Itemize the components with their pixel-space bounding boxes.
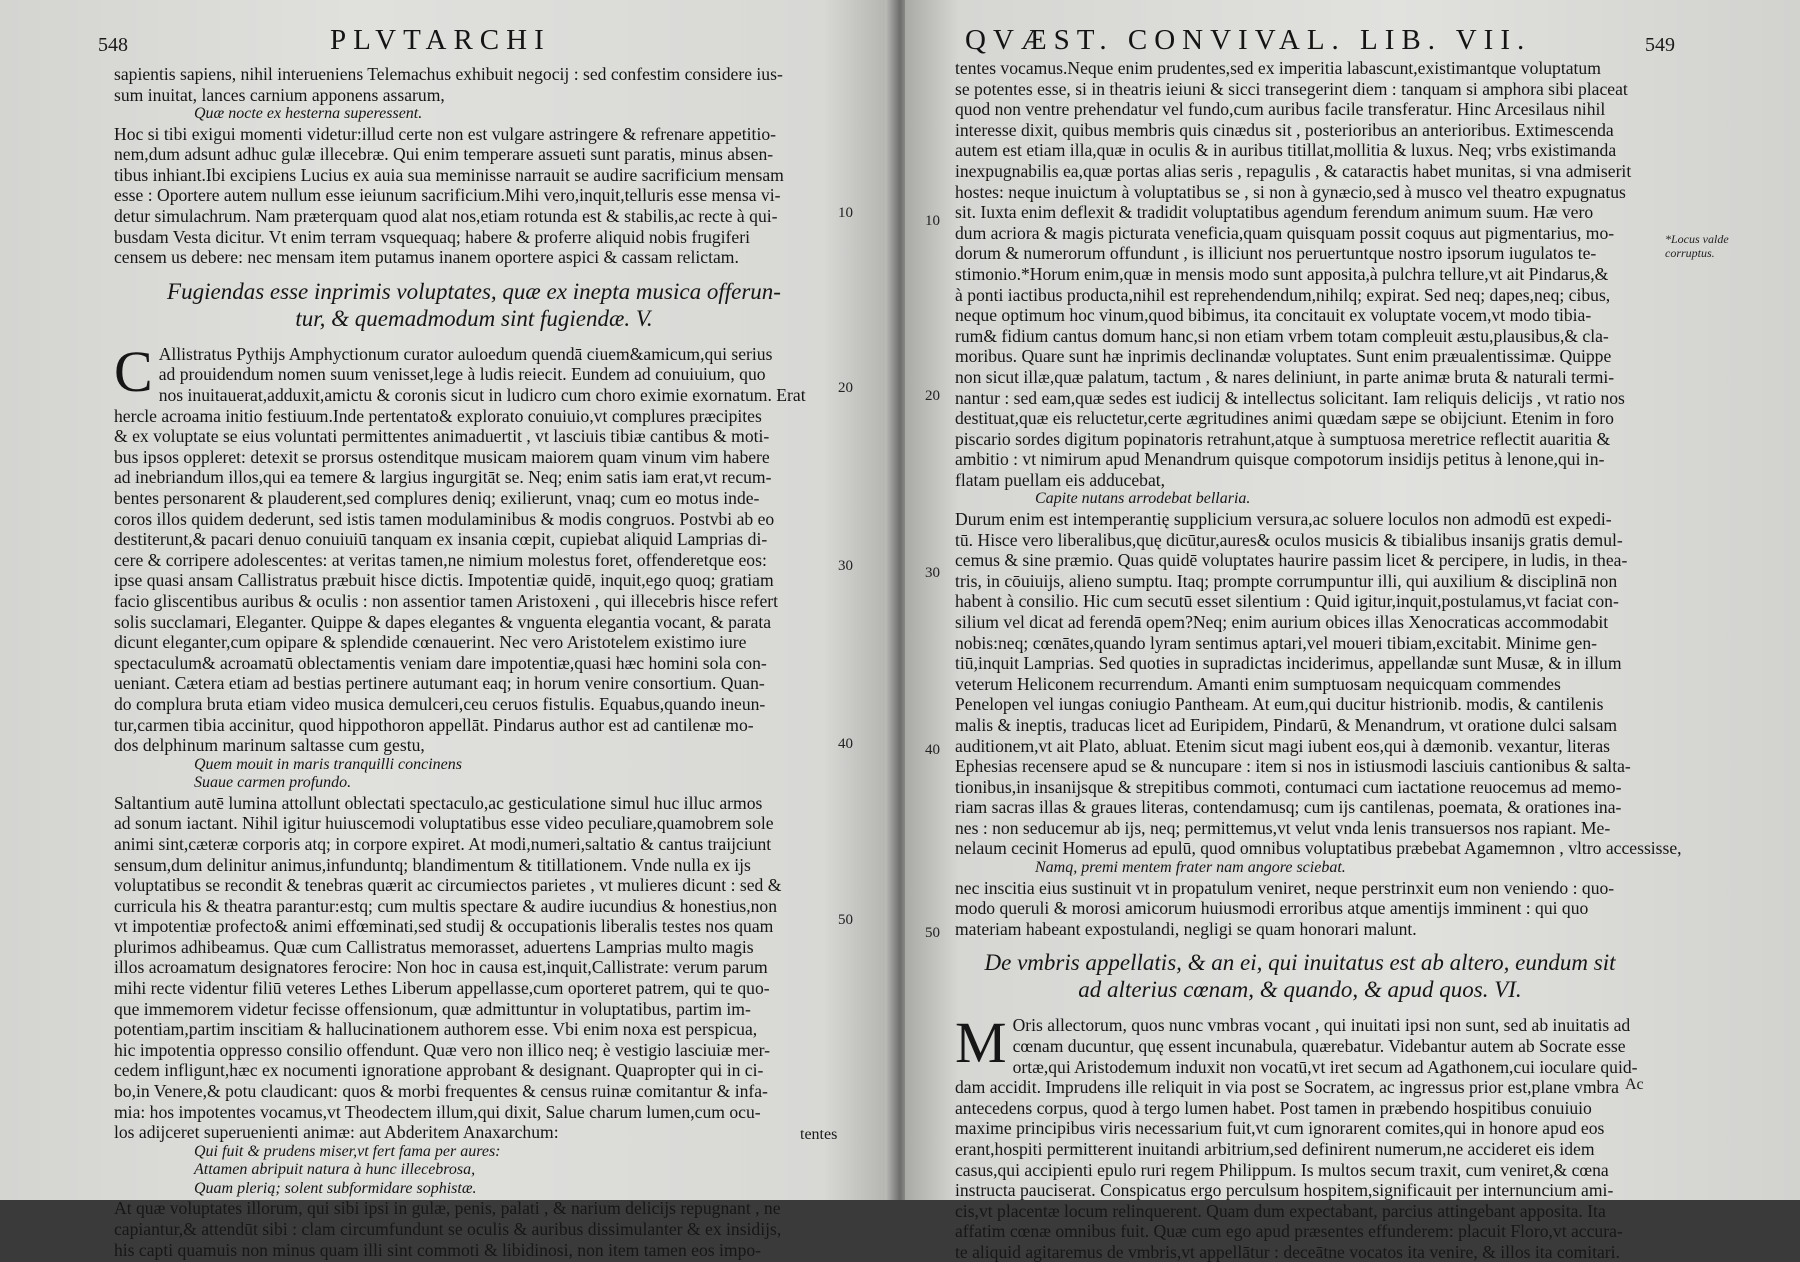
text-line: autem est etiam illa,quæ in oculis & in auribus titillat,mollitia & luxus. Neq; vrbs existimanda xyxy=(955,140,1617,161)
text-line: maxime principibus viris necessarium fuit,vt cum ignorarent comites,qui in honore apud eos xyxy=(955,1118,1605,1139)
text-line: rum& fidium cantus domum hanc,si non etiam vrbem totam compleuit æstu,plausibus,& cla- xyxy=(955,325,1609,346)
margin-line-number: 50 xyxy=(838,912,853,928)
paragraph xyxy=(114,124,834,268)
text-line: Quam plerią; solent subformidare sophistæ. xyxy=(194,1179,477,1197)
paragraph xyxy=(955,508,1682,859)
text-line: tur, & quemadmodum sint fugiendæ. V. xyxy=(295,305,653,331)
text-line: mihi recte videntur filiū veteres Lethes Liberum appellasse,cum oporteret patrem, qui te quo- xyxy=(114,978,770,999)
text-column xyxy=(955,58,1682,1262)
text-line: nelaum cecinit Homerus ad epulū, quod omnibus voluptatibus præbebat Agamemnon , vltro accessisse, xyxy=(955,838,1682,859)
text-line: tris, in cōuiuijs, alieno sumptu. Itaq; prompte corrumpuntur illi, qui auxilium & disciplinā non xyxy=(955,570,1618,591)
text-line: auditionem,vt ait Plato, abluat. Etenim sicut magi iubent eos,qui à dæmonib. vexantur, literas xyxy=(955,735,1611,756)
section-title xyxy=(955,949,1645,1003)
text-line: ortæ,qui Aristodemum induxit non vocatū,vt iret secum ad Agathonem,cui ioculare quid- xyxy=(1012,1056,1638,1077)
text-line: Fugiendas esse inprimis voluptates, quæ ex inepta musica offerun- xyxy=(167,278,781,304)
text-line: cedem infligunt,hæc ex nocumenti ignoratione approbant & designant. Quapropter qui in ci- xyxy=(114,1060,764,1081)
text-line: sapientis sapiens, nihil interueniens Telemachus exhibuit negocij : sed confestim considere ius- xyxy=(114,64,783,84)
text-line: Oris allectorum, quos nunc vmbras vocant , qui inuitati ipsi non sunt, sed ab inuitatis ad xyxy=(1012,1015,1631,1036)
text-line: tū. Hisce vero liberalibus,quę dicūtur,aures& oculos musicis & tibialibus insanijs gratis demul- xyxy=(955,529,1623,550)
text-line: sit. Iuxta enim deflexit & tradidit voluptatibus agendum ferendum animum suum. Hæ vero xyxy=(955,202,1594,223)
text-line: inexpugnabilis ea,quæ portas alias seris , repagulis , & cataractis habet munitas, si vna admiserit xyxy=(955,160,1632,181)
text-line: plurimos adhibeamus. Quæ cum Callistratus memorasset, aduertens Lamprias multo magis xyxy=(114,936,754,957)
text-line: neque optimum hoc vinum,quod bibimus, ita concitauit ex voluptate vocem,vt modo tibia- xyxy=(955,305,1592,326)
text-line: te aliquid agitaremus de vmbris,vt appellātur : deceātne vocatos ita venire, & illos ita comitari. xyxy=(955,1241,1620,1262)
text-line: coros illos quidem dederunt, sed istis tamen modulaminibus & modis congruos. Postvbi ab eo xyxy=(114,508,775,529)
text-line: casus,qui accipienti epulo ruri regem Philippum. Is multos secum traxit, cum veniret,& cœna xyxy=(955,1159,1609,1180)
text-line: malis & ineptis, traducas licet ad Euripidem, Pindarū, & Menandrum, vt oratione dulci salsam xyxy=(955,714,1618,735)
right-page xyxy=(905,0,1800,1262)
text-line: à ponti iactibus producta,nihil est reprehendendum,nihilq; expirat. Sed neq; dapes,neq; cibus, xyxy=(955,284,1611,305)
margin-line-number: 40 xyxy=(838,736,853,752)
text-line: interesse dixit, quibus membris quis cinædus sit , posterioribus an anterioribus. Extimescenda xyxy=(955,119,1614,140)
text-line: antecedens corpus, quod à tergo lumen habet. Post tamen in præbendo hospitibus conuiuio xyxy=(955,1097,1592,1118)
text-line: hic impotentia oppresso consilio offendunt. Quæ vero non illico neq; è vestigio lasciuiæ mer- xyxy=(114,1039,771,1060)
text-line: instructa pauciserat. Conspicatus ergo perculsum hospitem,significauit per internuncium ami- xyxy=(955,1180,1614,1201)
text-line: tiū,inquit Lamprias. Sed quoties in supradictas inciderimus, appellandæ sunt Musæ, & in illum xyxy=(955,653,1622,674)
text-line: quod non ventre prehendatur vel fundo,cum auribus facile transferatur. Hinc Arcesilaus nihil xyxy=(955,99,1606,120)
text-line: his capti quamuis non minus quam illi sint commoti & libidinosi, non item tamen eos impo- xyxy=(114,1239,762,1260)
marginal-note xyxy=(1665,232,1729,260)
drop-initial: M xyxy=(955,1010,1007,1076)
text-line: vt impotentiæ profecto& animi effœminati,sed studij & occupationis liberalis testes nos quam xyxy=(114,916,774,937)
text-line: que immemorem videtur fecisse offensionum, quæ admittuntur in voluptatibus, partim im- xyxy=(114,998,751,1019)
text-line: De vmbris appellatis, & an ei, qui inuitatus est ab altero, eundum sit xyxy=(984,950,1616,976)
text-line: ad alterius cœnam, & quando, & apud quos. VI. xyxy=(1078,977,1522,1003)
page-number: 548 xyxy=(98,34,128,56)
text-line: veterum Heliconem recurrendum. Amanti enim sumptuosam nequicquam commendes xyxy=(955,673,1561,694)
text-line: Namq, premi mentem frater nam angore sciebat. xyxy=(1035,859,1346,877)
paragraph xyxy=(114,338,834,756)
text-line: affatim cœnæ omnibus fuit. Quæ cum ego apud præsentes effunderem: placuit Floro,vt accura- xyxy=(955,1221,1623,1242)
text-line: nec inscitia eius sustinuit vt in propatulum veniret, neque perstrinxit eum non veniendo : quo- xyxy=(955,877,1615,898)
text-line: Allistratus Pythijs Amphyctionum curator auloedum quendā ciuem&amicum,qui serius xyxy=(158,343,773,364)
text-line: ad inebriandum illos,qui ea temere & largius ingurgitāt se. Neq; enim satis iam erat,vt recum- xyxy=(114,467,772,488)
text-line: Capite nutans arrodebat bellaria. xyxy=(1035,490,1251,508)
verse-quote xyxy=(114,756,834,793)
text-line: tibus inhiant.Ibi excipiens Lucius ex auia sua meminisse narrauit se audire sacrificium mensam xyxy=(114,164,784,185)
verse-quote xyxy=(114,1143,834,1199)
text-line: dicunt eleganter,cum opipare & splendide cœnauerint. Nec vero Aristotelem existimo iure xyxy=(114,632,747,653)
text-line: esse : Oportere autem nullum esse ieiunum sacrificium.Mihi vero,inquit,telluris esse mensa vi- xyxy=(114,185,781,206)
text-line: se potentes esse, si in theatris ieiuni & sicci transegerint diem : tanquam si amphora sibi placeat xyxy=(955,78,1628,99)
text-line: & ex voluptate se eius voluntati permittentes animaduertit , vt lasciuis tibiæ cantibus & moti- xyxy=(114,426,770,447)
text-line: Ephesias recensere apud se & nuncupare : item si nos in istiusmodi lasciuis cantionibus & salta- xyxy=(955,756,1631,777)
text-line: nos inuitauerat,adduxit,amictu & coronis sicut in ludicro cum choro eximie exornatum. Erat xyxy=(158,385,806,406)
paragraph xyxy=(114,793,834,1143)
text-line: capiantur,& attendūt sibi : clam circumfundunt se oculis & auribus dissimulanter & ex insidijs, xyxy=(114,1218,782,1239)
paragraph xyxy=(955,1010,1645,1262)
paragraph xyxy=(955,878,1645,940)
text-line: facio gliscentibus auribus & oculis : non assentior tamen Aristoxeni , qui illecebris hisce refert xyxy=(114,590,779,611)
text-line: stimonio.*Horum enim,quæ in mensis modo sunt apposita,à pulchra tellure,vt ait Pindarus,& xyxy=(955,263,1609,284)
text-line: nem,dum adsunt adhuc gulæ illecebræ. Qui enim temperare assueti sunt paratis, minus absen- xyxy=(114,144,774,165)
paragraph xyxy=(114,64,834,105)
text-line: do complura bruta etiam video musica demulceri,ceu ceruos fistulis. Equabus,quando ineun- xyxy=(114,693,766,714)
margin-line-number: 20 xyxy=(925,388,940,404)
text-line: sum inuitat, lances carnium apponens assarum, xyxy=(114,84,445,105)
text-line: Attamen abripuit natura à hunc illecebrosa, xyxy=(194,1161,476,1179)
text-line: potentiam,partim inscitiam & hallucinationem authorem esse. Vbi enim noxa est perspicua, xyxy=(114,1019,758,1040)
text-line: destituat,quæ eis reluctetur,certe ægritudines animi quædam sæpe se obijciunt. Etenim in foro xyxy=(955,408,1614,429)
text-line: ad sonum iactant. Nihil igitur huiuscemodi voluptatibus esse video peculiare,quamobrem sole xyxy=(114,813,774,834)
text-line: censem us debere: nec mensam item putamus inanem oportere aspici & cassam relictam. xyxy=(114,247,739,268)
text-line: nobis:neq; cœnātes,quando lyram sentimus aptari,vel moueri tibiam,excitabit. Minime gen- xyxy=(955,632,1598,653)
margin-line-number: 30 xyxy=(838,558,853,574)
text-line: dam accidit. Imprudens ille reliquit in via post se Socratem, ac ingressus prior est,plane vmbra xyxy=(955,1077,1619,1098)
text-line: habent à consilio. Hic cum secutū esset silentium : Quid igitur,inquit,postulamus,vt faciat con- xyxy=(955,591,1619,612)
text-line: cœnam ducuntur, quę essent incunabula, quærebatur. Videbantur autem ab Socrate esse xyxy=(1012,1035,1626,1056)
text-line: flatam puellam eis adducebat, xyxy=(955,469,1166,490)
text-line: Quem mouit in maris tranquilli concinens xyxy=(194,755,462,773)
text-line: nantur : sed eam,quæ sedes est iudicij & intellectus solicitant. Iam reliquis delicijs , vt ratio nos xyxy=(955,387,1625,408)
text-line: Suaue carmen profundo. xyxy=(194,774,352,792)
left-page xyxy=(0,0,895,1260)
text-line: spectaculum& acroamatū oblectamentis veniam dare impotentiæ,quasi hæc homini sola con- xyxy=(114,652,767,673)
text-line: ipse quasi ansam Callistratus præbuit hisce dictis. Impotentiæ quidē, inquit,ego quoq; gratiam xyxy=(114,570,774,591)
text-line: dos delphinum marinum saltasse cum gestu, xyxy=(114,735,425,756)
catchword: tentes xyxy=(800,1126,838,1143)
margin-line-number: 20 xyxy=(838,380,853,396)
text-line: mia: hos impotentes vocamus,vt Theodectem illum,qui dixit, Salue charum lumen,cum ocu- xyxy=(114,1101,761,1122)
text-line: riam sacras illas & graues literas, contendamusq; cum ijs cantilenas, poemata, & orationes ina- xyxy=(955,797,1622,818)
text-line: cemus & sine præmio. Quas quidē voluptates haurire passim licet & percipere, in ludis, in thea- xyxy=(955,550,1628,571)
text-line: illos acroamatum designatores ferocire: Non hoc in causa est,inquit,Callistrate: verum parum xyxy=(114,957,768,978)
text-line: Hoc si tibi exigui momenti videtur:illud certe non est vulgare astringere & refrenare appetitio- xyxy=(114,123,776,144)
verse-quote xyxy=(114,105,834,124)
text-line: non sicut illæ,quæ palatum, tactum , & nares deliniunt, in parte animæ bruta & naturali termi- xyxy=(955,366,1615,387)
drop-initial: C xyxy=(114,338,153,404)
text-line: modo queruli & morosi amicorum huiusmodi erroribus atque amentijs imminent : qui quo xyxy=(955,898,1589,919)
text-line: curricula his & theatra parantur:estq; cum multis spectare & audire iucundius & honestius,non xyxy=(114,895,778,916)
text-line: Durum enim est intemperantię supplicium versura,ac soluere loculos non admodū est expedi- xyxy=(955,508,1612,529)
text-line: Saltantium autē lumina attollunt oblectati spectaculo,ac gesticulatione simul huc illuc armos xyxy=(114,792,763,813)
text-line: destiterunt,& pacari denuo conuiuiū tanquam ex insania cœpit, cupiebat aliquid Lamprias di- xyxy=(114,529,768,550)
text-line: ambitio : vt nimirum apud Menandrum quisque compotorum insidijs petitus à lenone,qui in- xyxy=(955,449,1605,470)
margin-line-number: 30 xyxy=(925,565,940,581)
section-title xyxy=(114,278,834,332)
running-head: PLVTARCHI xyxy=(330,24,551,56)
text-line: detur simulachrum. Nam præterquam quod alat nos,etiam rotunda est & stabilis,ac recte à qui- xyxy=(114,206,778,227)
text-line: dum acriora & magis picturata veneficia,quam quisquam possit coquus aut pigmentarius, mo- xyxy=(955,222,1615,243)
text-line: hercle acroama initio festiuum.Inde pertentato& explorato conuiuio,vt complures præcipites xyxy=(114,405,762,426)
text-line: Qui fuit & prudens miser,vt fert fama per aures: xyxy=(194,1142,501,1160)
text-line: los adijceret superuenienti animæ: aut Abderitem Anaxarchum: xyxy=(114,1122,559,1143)
paragraph xyxy=(955,58,1645,490)
text-line: Quæ nocte ex hesterna superessent. xyxy=(194,105,423,123)
text-line: bus ipsos oppleret: detexit se prorsus ostenditque musicam maiorem quam vinum vim habere xyxy=(114,446,770,467)
verse-quote xyxy=(955,490,1645,509)
text-line: nes : non seducemur ab ijs, neq; permittemus,vt velut vnda lenis transuersos nos rapiant. Me- xyxy=(955,817,1611,838)
text-line: erant,hospiti permitterent inuitandi arbitrium,sed definirent numerum,ne accideret eis idem xyxy=(955,1138,1595,1159)
text-line: silium vel dicat ad ferendā opem?Neq; enim aurium obices illas Xenocraticas accommodabit xyxy=(955,611,1609,632)
text-line: cere & corripere adolescentes: at veritas tamen,ne nimium molestus foret, offenderetque eos: xyxy=(114,549,767,570)
verse-quote xyxy=(955,859,1645,878)
text-line: tionibus,in insanijsque & strepitibus commoti, contumaci cum iactatione reuocemus ad memo- xyxy=(955,776,1622,797)
text-line: voluptatibus se recondit & tenebras quærit ac circumiectos parietes , vt mulieres dicunt : sed & xyxy=(114,875,782,896)
marginal-note-line: *Locus valde xyxy=(1665,232,1729,246)
text-line: bentes personarent & plauderent,sed complures deniq; exilierunt, vnaq; cum eo motus inde- xyxy=(114,488,760,508)
text-line: materiam habeant expostulandi, negligi se quam honorari malunt. xyxy=(955,918,1417,939)
text-line: solis succlamari, Eleganter. Quippe & dapes elegantes & vnguenta elegantia vocant, & parata xyxy=(114,611,772,632)
text-line: busdam Vesta dicitur. Vt enim terram vsquequaq; habere & proferre aliquid nobis frugiferi xyxy=(114,226,750,247)
text-line: moribus. Quare sunt hæ inprimis declinandæ voluptates. Sunt enim præualentissimæ. Quippe xyxy=(955,346,1612,367)
margin-line-number: 50 xyxy=(925,925,940,941)
text-line: tur,carmen tibia accinitur, quod hippothoron appellāt. Pindarus author est ad cantilenæ mo- xyxy=(114,714,754,735)
text-line: sensum,dum delinitur animus,infunduntq; blandimentum & titillationem. Vnde nulla ex ijs xyxy=(114,854,751,875)
catchword: Ac xyxy=(1625,1076,1644,1093)
text-line: piscario sordes digitum popinatoris retrahunt,atque à sumptuosa meretrice reflectit auaritia & xyxy=(955,428,1611,449)
text-line: ueniant. Cætera etiam ad bestias pertinere autumant eaq; in horum venire consortium. Quan- xyxy=(114,673,765,694)
text-line: Penelopen vel iungas coniugio Pantheam. At eum,qui ducitur histrionib. modis, & cantilenis xyxy=(955,694,1604,715)
text-line: bo,in Venere,& potu claudicant: quos & morbi frequentes & census ruinæ comitantur & infa- xyxy=(114,1081,768,1102)
text-line: cis,vt placentæ locum relinquerent. Quam dum expectabant, parcius attingebant apposita. Ita xyxy=(955,1200,1606,1221)
margin-line-number: 10 xyxy=(925,213,940,229)
marginal-note-line: corruptus. xyxy=(1665,246,1715,260)
running-head: QVÆST. CONVIVAL. LIB. VII. xyxy=(965,24,1532,56)
paragraph xyxy=(114,1198,834,1260)
text-line: At quæ voluptates illorum, qui sibi ipsi in gulæ, penis, palati , & narium delicijs repugnant , ne xyxy=(114,1198,781,1219)
margin-line-number: 40 xyxy=(925,742,940,758)
margin-line-number: 10 xyxy=(838,205,853,221)
text-column xyxy=(114,64,834,1260)
text-line: hostes: neque inuictum à voluptatibus se , si non à gynæcio,sed à musco vel theatro expugnatus xyxy=(955,181,1626,202)
text-line: animi sint,cæteræ corporis atq; in corpore expiret. At modi,numeri,saltatio & cantus traijciunt xyxy=(114,833,772,854)
page-number: 549 xyxy=(1645,34,1675,56)
text-line: ad prouidendum nomen suum venisset,lege à ludis reiecit. Eundem ad conuiuium, quo xyxy=(158,364,766,385)
text-line: tentes vocamus.Neque enim prudentes,sed ex imperitia labascunt,existimantque voluptatum xyxy=(955,58,1601,78)
text-line: dorum & numerorum offundunt , is illiciunt nos peruertuntque nostro ipsorum iugulatos te- xyxy=(955,243,1597,264)
